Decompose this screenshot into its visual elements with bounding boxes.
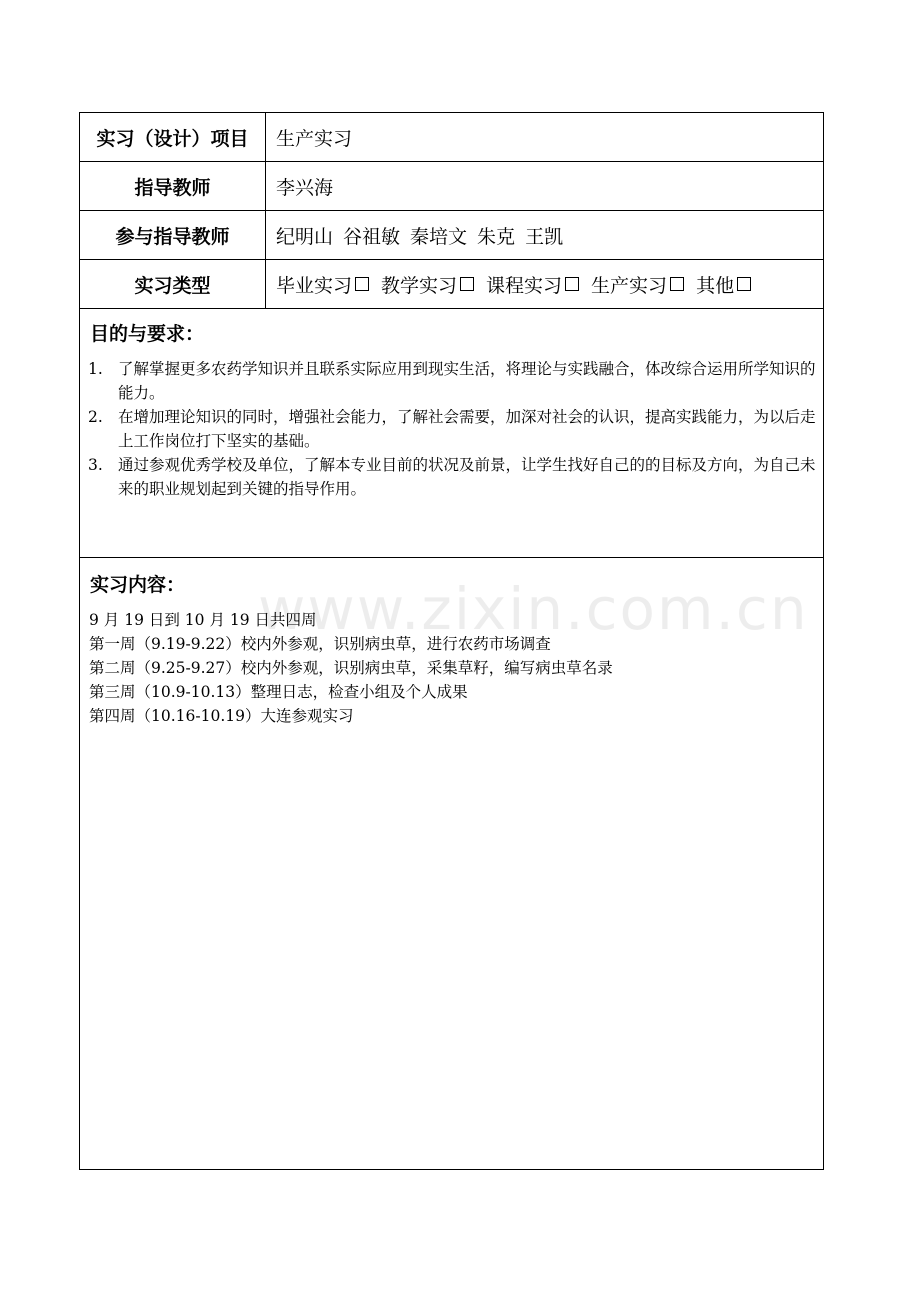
- project-label: 实习（设计）项目: [80, 113, 266, 161]
- checkbox-icon[interactable]: [565, 277, 579, 291]
- content-line: 第一周（9.19-9.22）校内外参观，识别病虫草，进行农药市场调查: [89, 635, 551, 653]
- co-instructor-name: 朱克: [477, 225, 516, 248]
- internship-type-label: 实习类型: [80, 260, 266, 308]
- row-co-instructors: [80, 211, 823, 260]
- item-text: 在增加理论知识的同时，增强社会能力，了解社会需要，加深对社会的认识，提高实践能力，为以后走上工作岗位打下坚实的基础。: [118, 408, 816, 450]
- checkbox-icon[interactable]: [670, 277, 684, 291]
- co-instructor-name: 秦培文: [410, 225, 468, 248]
- type-option-label: 教学实习: [381, 274, 458, 297]
- list-item: [88, 453, 816, 501]
- content-lines: [89, 608, 613, 728]
- item-number: 1.: [88, 360, 103, 378]
- checkbox-icon[interactable]: [355, 277, 369, 291]
- content-line: 9 月 19 日到 10 月 19 日共四周: [89, 611, 317, 629]
- co-instructor-name: 王凯: [525, 225, 564, 248]
- content-line: 第二周（9.25-9.27）校内外参观，识别病虫草，采集草籽，编写病虫草名录: [89, 659, 613, 677]
- project-value: 生产实习: [276, 127, 353, 150]
- type-option-graduation[interactable]: [276, 271, 369, 298]
- instructor-label: 指导教师: [80, 162, 266, 210]
- item-number: 2.: [88, 408, 103, 426]
- item-number: 3.: [88, 456, 103, 474]
- item-text: 了解掌握更多农药学知识并且联系实际应用到现实生活，将理论与实践融合，体改综合运用所学知识的能力。: [118, 360, 816, 402]
- purpose-title: 目的与要求：: [90, 323, 205, 345]
- list-item: [88, 405, 816, 453]
- checkbox-icon[interactable]: [460, 277, 474, 291]
- type-option-label: 其他: [696, 274, 735, 297]
- item-text: 通过参观优秀学校及单位，了解本专业目前的状况及前景，让学生找好自己的的目标及方向，为自己未来的职业规划起到关键的指导作用。: [118, 456, 816, 498]
- checkbox-icon[interactable]: [737, 277, 751, 291]
- row-internship-type: [80, 260, 823, 309]
- co-instructors-value: [276, 211, 573, 259]
- co-instructors-label: 参与指导教师: [80, 211, 266, 259]
- content-title: 实习内容：: [90, 574, 186, 596]
- content-line: 第三周（10.9-10.13）整理日志，检查小组及个人成果: [89, 683, 468, 701]
- row-project: [80, 113, 823, 162]
- type-option-production[interactable]: [591, 271, 684, 298]
- purpose-section: [80, 309, 823, 558]
- internship-type-options: [276, 260, 751, 308]
- type-option-teaching[interactable]: [381, 271, 474, 298]
- internship-form: [79, 112, 824, 1170]
- watermark: www.zixin.com.cn: [258, 575, 809, 643]
- type-option-label: 课程实习: [486, 274, 563, 297]
- content-section: [80, 558, 823, 1169]
- requirements-list: [88, 357, 816, 501]
- type-option-label: 毕业实习: [276, 274, 353, 297]
- type-option-label: 生产实习: [591, 274, 668, 297]
- row-instructor: [80, 162, 823, 211]
- list-item: [88, 357, 816, 405]
- type-option-other[interactable]: [696, 271, 751, 298]
- content-line: 第四周（10.16-10.19）大连参观实习: [89, 707, 354, 725]
- type-option-course[interactable]: [486, 271, 579, 298]
- co-instructor-name: 谷祖敏: [343, 225, 401, 248]
- co-instructor-name: 纪明山: [276, 225, 334, 248]
- instructor-value: 李兴海: [276, 176, 334, 199]
